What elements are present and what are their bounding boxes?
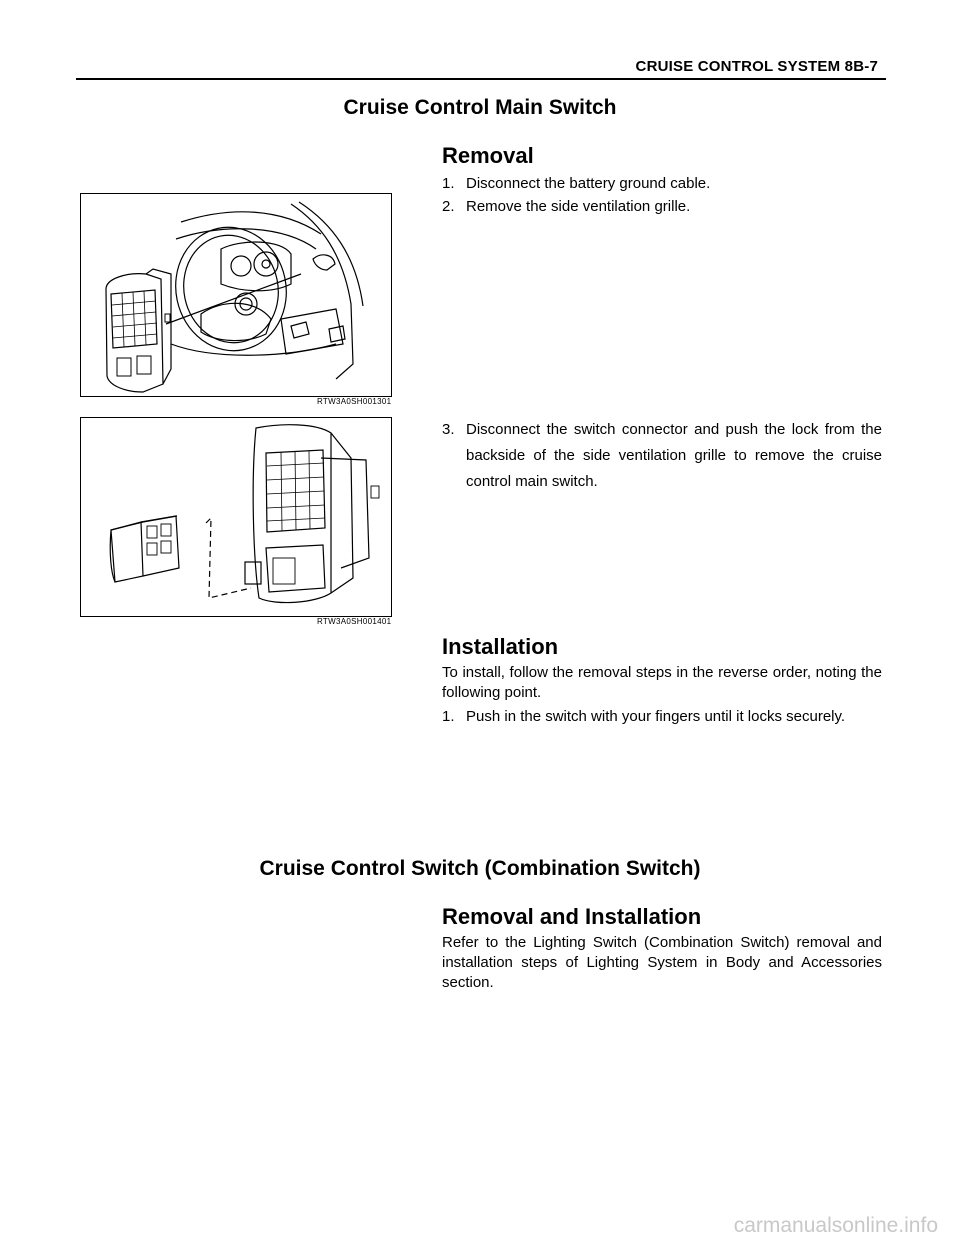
dashboard-illustration <box>81 194 391 396</box>
removal-heading: Removal <box>442 143 534 168</box>
section-title-combination-switch: Cruise Control Switch (Combination Switch) <box>259 857 701 880</box>
step-text: Push in the switch with your fingers until it locks securely. <box>466 708 846 725</box>
removal-step-3 <box>442 417 882 495</box>
step-number: 1. <box>442 708 455 725</box>
combination-switch-text: Refer to the Lighting Switch (Combination Switch) removal and installation steps of Lighting System in Body and Accessories section. <box>442 934 882 991</box>
step-text: Remove the side ventilation grille. <box>466 198 691 215</box>
installation-heading: Installation <box>442 634 559 659</box>
step-number: 2. <box>442 198 455 215</box>
removal-step-2 <box>442 194 882 220</box>
figure-dashboard-grille <box>80 193 392 397</box>
step-text: Disconnect the switch connector and push the lock from the backside of the side ventilation grille to remove the cruise control main switch. <box>466 421 882 490</box>
section-title-main-switch: Cruise Control Main Switch <box>343 96 617 119</box>
figure-grille-switch <box>80 417 392 617</box>
figure-2-caption: RTW3A0SH001401 <box>317 617 392 626</box>
step-text: Disconnect the battery ground cable. <box>466 175 711 192</box>
grille-switch-illustration <box>81 418 391 616</box>
installation-intro: To install, follow the removal steps in the reverse order, noting the following point. <box>442 664 882 701</box>
watermark: carmanualsonline.info <box>733 1214 938 1237</box>
page-header-title: CRUISE CONTROL SYSTEM 8B-7 <box>635 58 878 75</box>
step-number: 1. <box>442 175 455 192</box>
step-number: 3. <box>442 421 455 438</box>
installation-step-1 <box>442 704 882 730</box>
removal-installation-heading: Removal and Installation <box>442 904 702 929</box>
header-rule <box>76 78 886 80</box>
figure-1-caption: RTW3A0SH001301 <box>317 397 392 406</box>
